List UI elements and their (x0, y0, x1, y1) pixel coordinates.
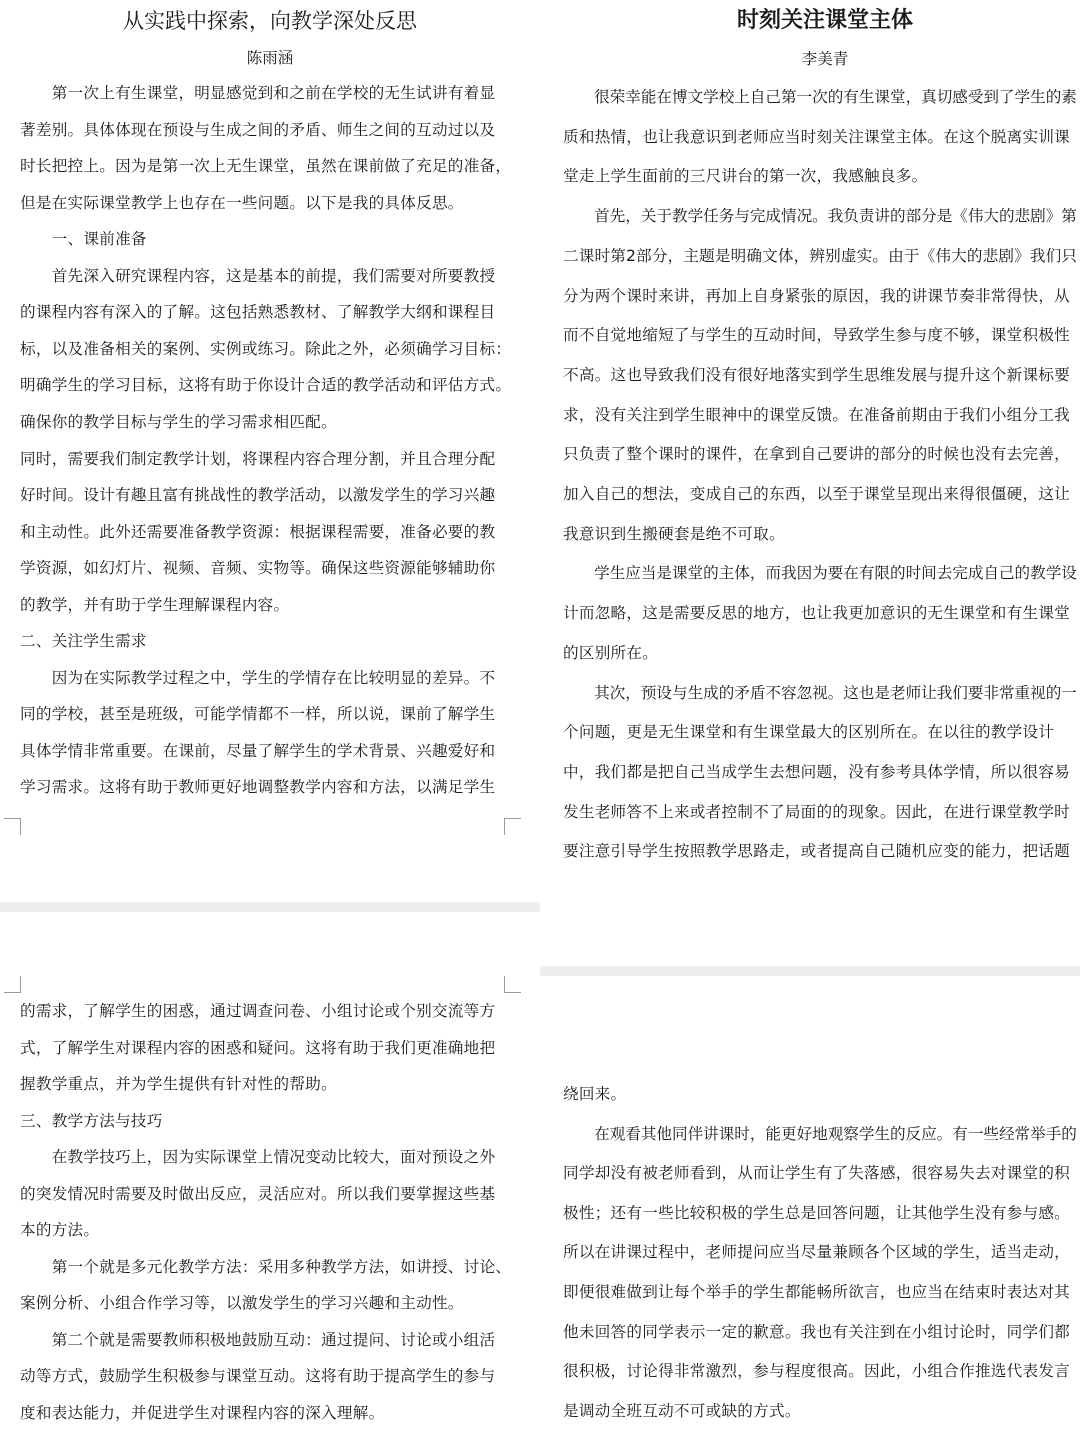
text-line: 是调动全班互动不可或缺的方式。 (563, 1401, 801, 1420)
right-document-page-1 (540, 0, 1080, 966)
text-line: 中，我们都是把自己当成学生去想问题，没有参考具体学情，所以很容易 (563, 762, 1071, 781)
text-line: 首先深入研究课程内容，这是基本的前提，我们需要对所要教授 (20, 266, 496, 285)
text-line: 好时间。设计有趣且富有挑战性的教学活动，以激发学生的学习兴趣 (20, 486, 496, 505)
page-corner-mark (4, 818, 21, 835)
text-line: 的教学，并有助于学生理解课程内容。 (20, 595, 290, 614)
text-line: 标，以及准备相关的案例、实例或练习。除此之外，必须确学习目标： (20, 339, 512, 358)
text-line: 学资源，如幻灯片、视频、音频、实物等。确保这些资源能够辅助你 (20, 559, 496, 578)
text-line: 第一个就是多元化教学方法：采用多种教学方法，如讲授、讨论、 (20, 1257, 512, 1276)
text-line: 所以在讲课过程中，老师提问应当尽量兼顾各个区域的学生，适当走动， (563, 1243, 1071, 1262)
text-line: 只负责了整个课时的课件，在拿到自己要讲的部分的时候也没有去完善， (563, 445, 1071, 464)
text-line: 很积极，讨论得非常激烈，参与程度很高。因此，小组合作推选代表发言 (563, 1362, 1071, 1381)
text-line: 握教学重点，并为学生提供有针对性的帮助。 (20, 1075, 337, 1093)
text-line: 三、教学方法与技巧 (20, 1111, 163, 1130)
text-line: 动等方式，鼓励学生积极参与课堂互动。这将有助于提高学生的参与 (20, 1367, 496, 1385)
text-line: 二、关注学生需求 (20, 632, 147, 651)
text-line: 著差别。具体体现在预设与生成之间的矛盾、师生之间的互动过以及 (20, 120, 496, 139)
right-document-page-2 (540, 976, 1080, 1441)
text-line: 式，了解学生对课程内容的困惑和疑问。这将有助于我们更准确地把 (20, 1038, 496, 1057)
text-line: 我意识到生搬硬套是绝不可取。 (563, 524, 785, 543)
text-line: 质和热情，也让我意识到老师应当时刻关注课堂主体。在这个脱离实训课 (563, 127, 1071, 146)
text-line: 和主动性。此外还需要准备教学资源：根据课程需要，准备必要的教 (20, 522, 496, 541)
left-document-title: 从实践中探索，向教学深处反思 (123, 9, 417, 33)
page-corner-mark (504, 818, 521, 835)
text-line: 的需求，了解学生的困惑，通过调查问卷、小组讨论或个别交流等方 (20, 1002, 496, 1020)
left-document-page-1 (0, 0, 540, 902)
text-line: 极性；还有一些比较积极的学生总是回答问题，让其他学生没有参与感。 (563, 1203, 1071, 1222)
text-line: 即便很难做到让每个举手的学生都能畅所欲言，也应当在结束时表达对其 (563, 1283, 1071, 1301)
page-corner-mark (504, 976, 521, 993)
right-document-author: 李美青 (801, 50, 849, 68)
text-line: 因为在实际教学过程之中，学生的学情存在比较明显的差异。不 (20, 668, 496, 687)
text-line: 度和表达能力，并促进学生对课程内容的深入理解。 (20, 1403, 385, 1422)
text-line: 具体学情非常重要。在课前，尽量了解学生的学术背景、兴趣爱好和 (20, 741, 496, 760)
text-line: 要注意引导学生按照教学思路走，或者提高自己随机应变的能力，把话题 (563, 842, 1071, 861)
text-line: 第一次上有生课堂，明显感觉到和之前在学校的无生试讲有着显 (20, 84, 496, 102)
left-document-author: 陈雨涵 (246, 49, 294, 67)
text-line: 但是在实际课堂教学上也存在一些问题。以下是我的具体反思。 (20, 193, 464, 212)
text-line: 很荣幸能在博文学校上自己第一次的有生课堂，真切感受到了学生的素 (563, 88, 1077, 106)
text-line: 求，没有关注到学生眼神中的课堂反馈。在准备前期由于我们小组分工我 (563, 405, 1071, 424)
text-line: 绕回来。 (563, 1085, 627, 1103)
page-corner-mark (4, 976, 21, 993)
text-line: 明确学生的学习目标，这将有助于你设计合适的教学活动和评估方式。 (20, 376, 512, 395)
text-line: 学生应当是课堂的主体，而我因为要在有限的时间去完成自己的教学设 (563, 564, 1077, 583)
text-line: 本的方法。 (20, 1221, 100, 1239)
page-gap-left (0, 902, 540, 912)
text-line: 首先，关于教学任务与完成情况。我负责讲的部分是《伟大的悲剧》第 (563, 207, 1077, 226)
text-line: 不高。这也导致我们没有很好地落实到学生思维发展与提升这个新课标要 (563, 365, 1071, 384)
text-line: 他未回答的同学表示一定的歉意。我也有关注到在小组讨论时，同学们都 (563, 1322, 1071, 1341)
text-line: 计而忽略，这是需要反思的地方，也让我更加意识的无生课堂和有生课堂 (563, 604, 1071, 623)
text-line: 的区别所在。 (563, 643, 659, 662)
text-line: 的课程内容有深入的了解。这包括熟悉教材、了解教学大纲和课程目 (20, 303, 496, 322)
text-line: 的突发情况时需要及时做出反应，灵活应对。所以我们要掌握这些基 (20, 1184, 496, 1203)
text-line: 加入自己的想法，变成自己的东西，以至于课堂呈现出来得很僵硬，这让 (563, 485, 1071, 503)
text-line: 而不自觉地缩短了与学生的互动时间，导致学生参与度不够，课堂积极性 (563, 326, 1071, 345)
page-gap-right (540, 966, 1080, 976)
text-line: 时长把控上。因为是第一次上无生课堂，虽然在课前做了充足的准备， (20, 157, 512, 176)
right-document-title: 时刻关注课堂主体 (736, 8, 913, 33)
text-line: 学习需求。这将有助于教师更好地调整教学内容和方法，以满足学生 (20, 778, 496, 797)
text-line: 同的学校，甚至是班级，可能学情都不一样，所以说，课前了解学生 (20, 705, 496, 724)
text-line: 堂走上学生面前的三尺讲台的第一次，我感触良多。 (563, 167, 928, 186)
text-line: 一、课前准备 (20, 230, 147, 249)
text-line: 其次，预设与生成的矛盾不容忽视。这也是老师让我们要非常重视的一 (563, 683, 1077, 702)
text-line: 分为两个课时来讲，再加上自身紧张的原因，我的讲课节奏非常得快，从 (563, 286, 1071, 305)
text-line: 案例分析、小组合作学习等，以激发学生的学习兴趣和主动性。 (20, 1294, 464, 1312)
text-line: 二课时第2部分，主题是明确文体，辨别虚实。由于《伟大的悲剧》我们只 (563, 246, 1078, 265)
text-line: 第二个就是需要教师积极地鼓励互动：通过提问、讨论或小组活 (20, 1330, 496, 1349)
left-document-page-2 (0, 912, 540, 1441)
text-line: 发生老师答不上来或者控制不了局面的的现象。因此，在进行课堂教学时 (563, 802, 1071, 821)
text-line: 同学却没有被老师看到，从而让学生有了失落感，很容易失去对课堂的积 (563, 1164, 1071, 1183)
text-line: 在观看其他同伴讲课时，能更好地观察学生的反应。有一些经常举手的 (563, 1124, 1077, 1143)
text-line: 在教学技巧上，因为实际课堂上情况变动比较大，面对预设之外 (20, 1148, 496, 1166)
text-line: 同时，需要我们制定教学计划，将课程内容合理分割，并且合理分配 (20, 449, 496, 468)
text-line: 确保你的教学目标与学生的学习需求相匹配。 (20, 412, 337, 431)
text-line: 个问题，更是无生课堂和有生课堂最大的区别所在。在以往的教学设计 (563, 723, 1055, 742)
